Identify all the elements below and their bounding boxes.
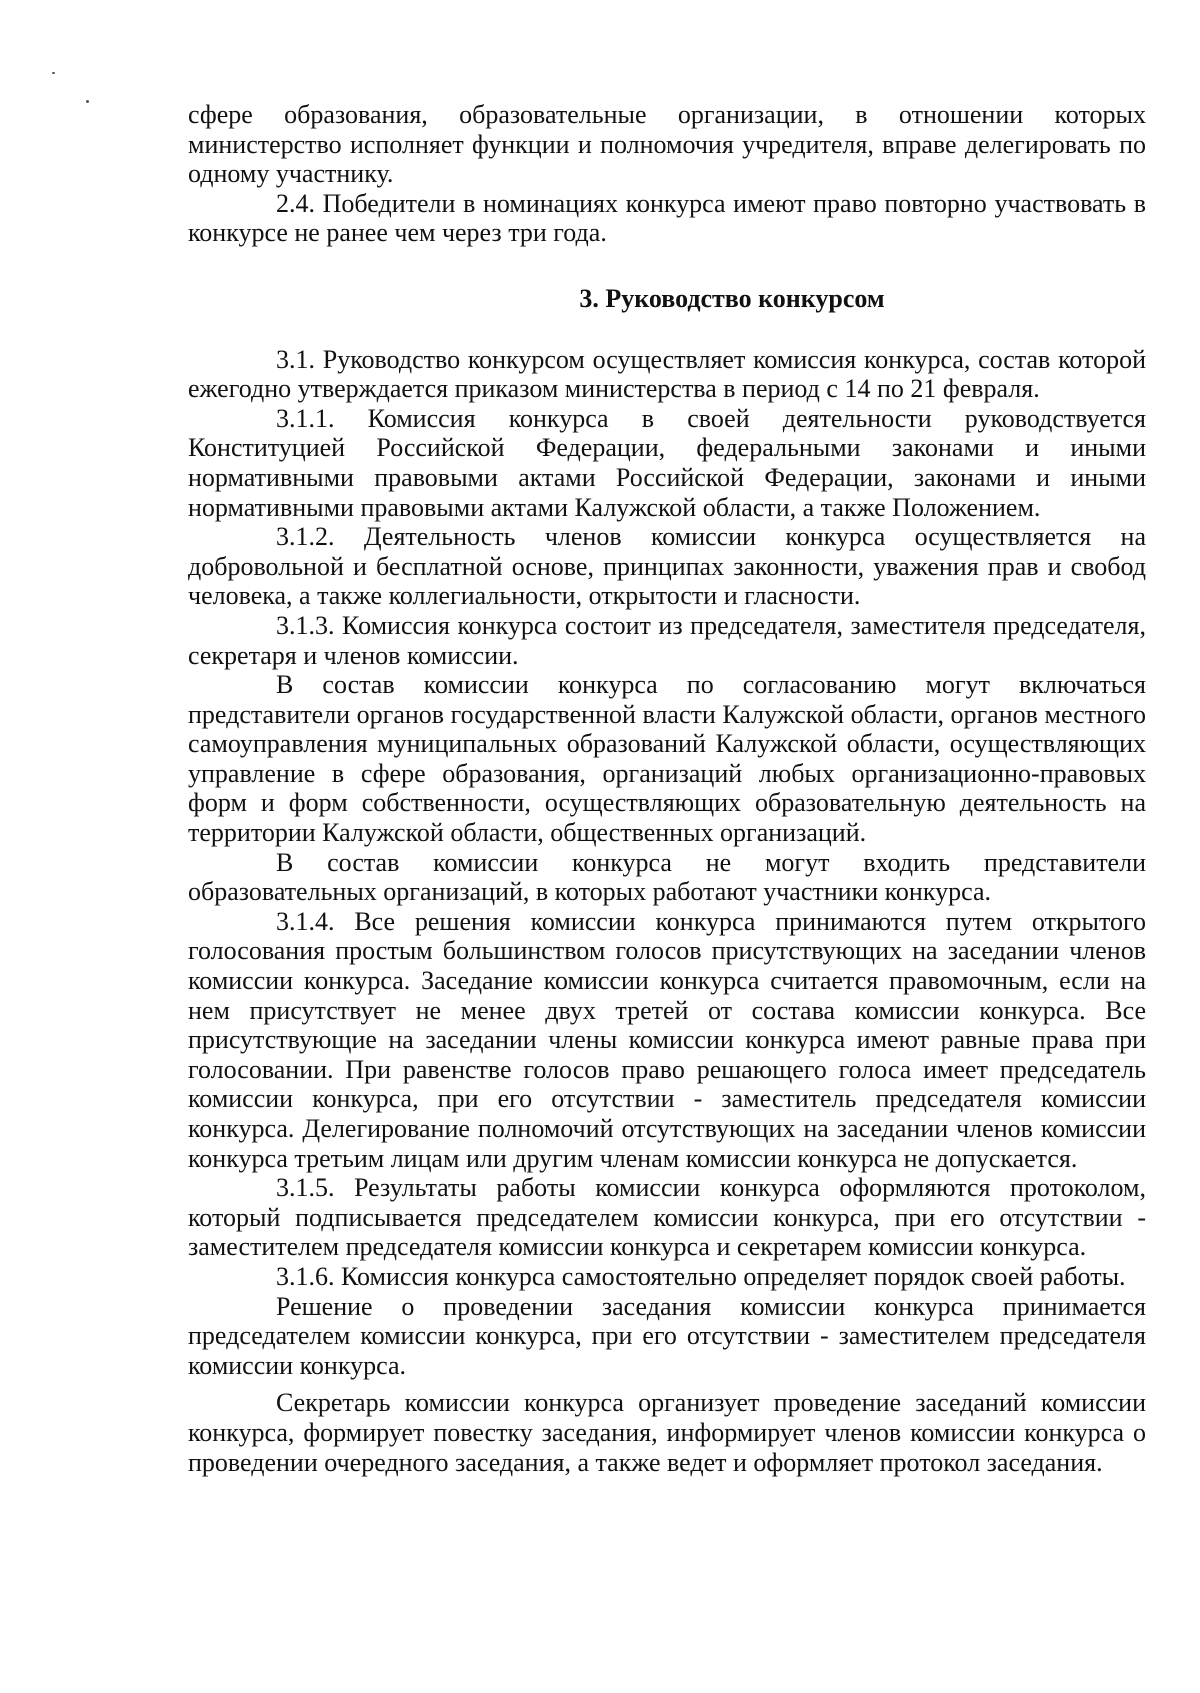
paragraph-exclusion: В состав комиссии конкурса не могут входить представители образовательных организаций, в которых работают участники конкурса.	[188, 847, 1146, 907]
paragraph-3-1-5: 3.1.5. Результаты работы комиссии конкурса оформляются протоколом, который подписывается председателем комиссии конкурса, при его отсутствии - заместителем председателя комиссии конкурса и секретарем комиссии конкурса.	[188, 1173, 1146, 1262]
paragraph-3-1: 3.1. Руководство конкурсом осуществляет комиссия конкурса, состав которой ежегодно утверждается приказом министерства в период с 14 по 21 февраля.	[188, 344, 1146, 404]
paragraph-continuation: сфере образования, образовательные организации, в отношении которых министерство исполняет функции и полномочия учредителя, вправе делегировать по одному участнику.	[188, 100, 1146, 189]
paragraph-composition: В состав комиссии конкурса по согласованию могут включаться представители органов государственной власти Калужской области, органов местного самоуправления муниципальных образований Калужской области, осуществляющих управление в сфере образования, организаций любых организационно-правовых форм и форм собственности, осуществляющих образовательную деятельность на территории Калужской области, общественных организаций.	[188, 670, 1146, 848]
document-page	[188, 100, 1146, 1477]
section-heading: 3. Руководство конкурсом	[579, 283, 885, 313]
paragraph-2-4: 2.4. Победители в номинациях конкурса имеют право повторно участвовать в конкурсе не ранее чем через три года.	[188, 188, 1146, 248]
scan-speck	[52, 72, 55, 74]
paragraph-3-1-4: 3.1.4. Все решения комиссии конкурса принимаются путем открытого голосования простым большинством голосов присутствующих на заседании членов комиссии конкурса. Заседание комиссии конкурса считается правомочным, если на нем присутствует не менее двух третей от состава комиссии конкурса. Все присутствующие на заседании члены комиссии конкурса имеют равные права при голосовании. При равенстве голосов право решающего голоса имеет председатель комиссии конкурса, при его отсутствии - заместитель председателя комиссии конкурса. Делегирование полномочий отсутствующих на заседании членов комиссии конкурса третьим лицам или другим членам комиссии конкурса не допускается.	[188, 906, 1146, 1173]
paragraph-3-1-2: 3.1.2. Деятельность членов комиссии конкурса осуществляется на добровольной и бесплатной основе, принципах законности, уважения прав и свобод человека, а также коллегиальности, открытости и гласности.	[188, 522, 1146, 611]
paragraph-meeting-decision: Решение о проведении заседания комиссии конкурса принимается председателем комиссии конкурса, при его отсутствии - заместителем председателя комиссии конкурса.	[188, 1291, 1146, 1380]
scan-speck	[86, 100, 89, 103]
paragraph-3-1-1: 3.1.1. Комиссия конкурса в своей деятельности руководствуется Конституцией Российской Федерации, федеральными законами и иными нормативными правовыми актами Российской Федерации, законами и иными нормативными правовыми актами Калужской области, а также Положением.	[188, 403, 1146, 522]
paragraph-3-1-6: 3.1.6. Комиссия конкурса самостоятельно определяет порядок своей работы.	[276, 1261, 1126, 1291]
paragraph-3-1-3: 3.1.3. Комиссия конкурса состоит из председателя, заместителя председателя, секретаря и членов комиссии.	[188, 610, 1146, 670]
paragraph-secretary: Секретарь комиссии конкурса организует проведение заседаний комиссии конкурса, формирует повестку заседания, информирует членов комиссии конкурса о проведении очередного заседания, а также ведет и оформляет протокол заседания.	[188, 1388, 1146, 1477]
